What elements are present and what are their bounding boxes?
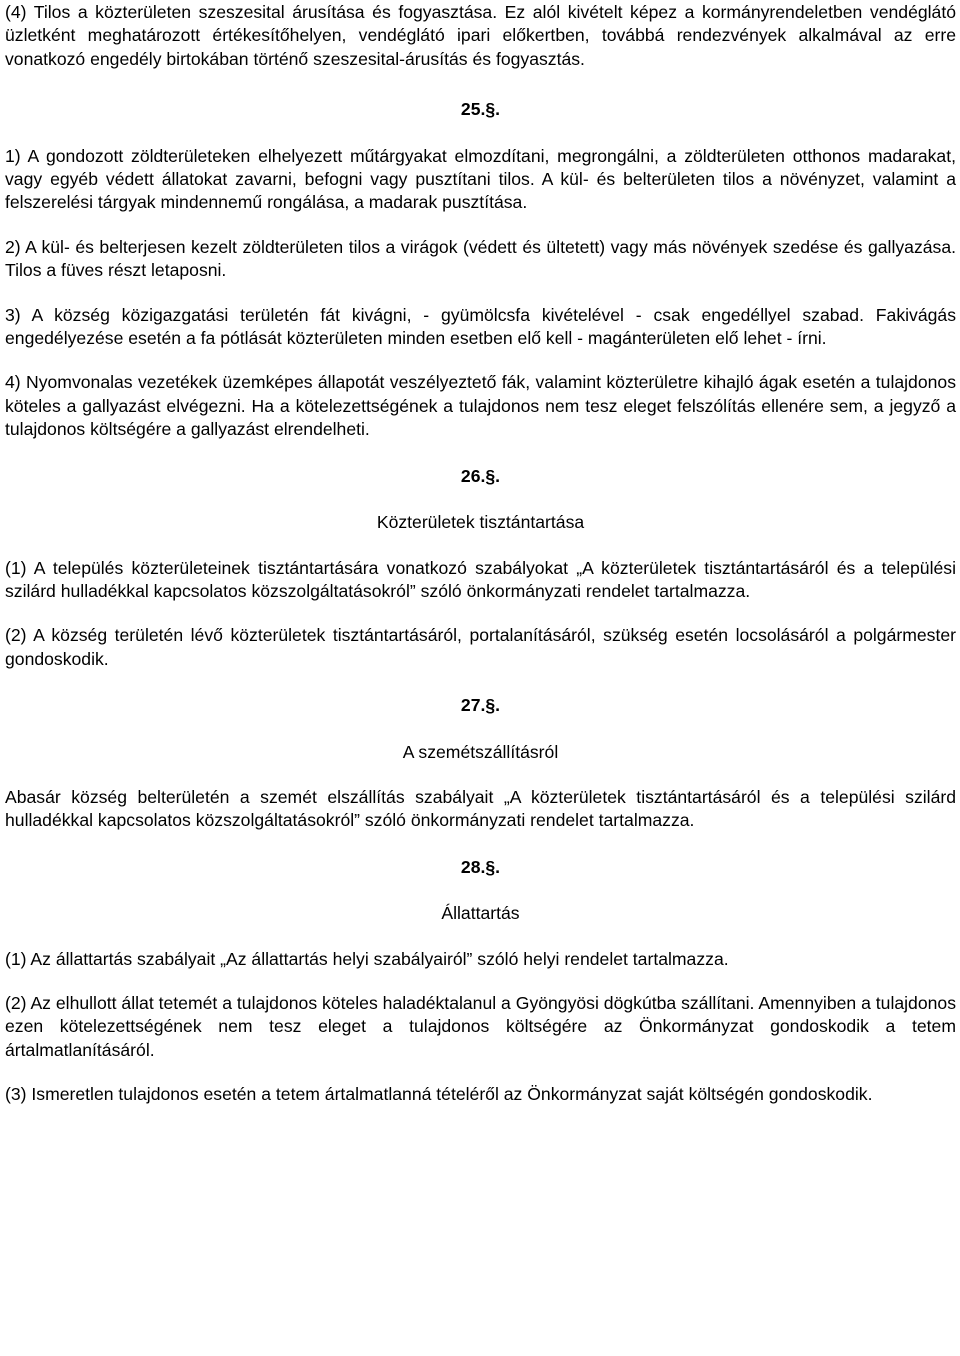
section-27-paragraph: Abasár község belterületén a szemét elszállítás szabályait „A közterületek tisztántartásáról és a települési szilárd hulladékkal kapcsolatos közszolgáltatásokról” szóló önkormányzati rendelet tartalmazza. (5, 786, 956, 831)
section-25-number: 25.§. (460, 99, 501, 120)
section-27-number: 27.§. (460, 695, 501, 716)
section-26-paragraph-2: (2) A község területén lévő közterületek tisztántartásáról, portalanításáról, szükség esetén locsolásáról a polgármester gondoskodik. (5, 625, 956, 669)
section-26-title: Közterületek tisztántartása (376, 512, 585, 533)
section-28-paragraph-2: (2) Az elhullott állat tetemét a tulajdonos köteles haladéktalanul a Gyöngyösi dögkútba szállítani. Amennyiben a tulajdonos ezen kötelezettségének nem tesz eleget a tulajdonos költségére az Önkormányzat gondoskodik a tetem ártalmatlanításáról. (5, 992, 956, 1060)
section-28-number: 28.§. (460, 856, 501, 877)
section-26-paragraph-1: (1) A település közterületeinek tisztántartására vonatkozó szabályokat „A közterületek tisztántartásáról és a települési szilárd hulladékkal kapcsolatos közszolgáltatásokról” szóló önkormányzati rendelet tartalmazza. (5, 557, 956, 601)
section-27-title: A szemétszállításról (402, 741, 559, 762)
section-25-paragraph-3: 3) A község közigazgatási területén fát kivágni, - gyümölcsfa kivételével - csak engedéllyel szabad. Fakivágás engedélyezése esetén a fa pótlását közterületen minden esetben elő kell - magánterületen elő lehet - írni. (5, 304, 956, 349)
section-28-title: Állattartás (441, 903, 520, 924)
section-28-paragraph-3: (3) Ismeretlen tulajdonos esetén a tetem ártalmatlanná tételéről az Önkormányzat saját költségén gondoskodik. (5, 1084, 873, 1105)
section-28-paragraph-1: (1) Az állattartás szabályait „Az állattartás helyi szabályairól” szóló helyi rendelet tartalmazza. (5, 948, 729, 969)
section-25-paragraph-4: 4) Nyomvonalas vezetékek üzemképes állapotát veszélyeztető fák, valamint közterületre kihajló ágak esetén a tulajdonos köteles a gallyazást elvégezni. Ha a kötelezettségének a tulajdonos nem tesz eleget felszólítás ellenére sem, a jegyző a tulajdonos költségére a gallyazást elrendelheti. (5, 372, 956, 440)
section-25-paragraph-1: 1) A gondozott zöldterületeken elhelyezett műtárgyakat elmozdítani, megrongálni, a zöldterületen otthonos madarakat, vagy egyéb védett állatokat zavarni, befogni vagy pusztítani tilos. A kül- és belterületen tilos a növényzet, valamint a felszerelési tárgyak mindennemű rongálása, a madarak pusztítása. (5, 145, 956, 213)
section-25-paragraph-2: 2) A kül- és belterjesen kezelt zöldterületen tilos a virágok (védett és ültetett) vagy más növények szedése és gallyazása. Tilos a füves részt letaposni. (5, 236, 956, 281)
section-26-number: 26.§. (460, 465, 501, 486)
paragraph-4-alcohol-ban: (4) Tilos a közterületen szeszesital árusítása és fogyasztása. Ez alól kivételt képez a kormányrendeletben vendéglátó üzletként meghatározott értékesítőhelyen, vendéglátó ipari előkertben, továbbá rendezvények alkalmával az erre vonatkozó engedély birtokában történő szeszesital-árusítás és fogyasztás. (5, 2, 956, 69)
